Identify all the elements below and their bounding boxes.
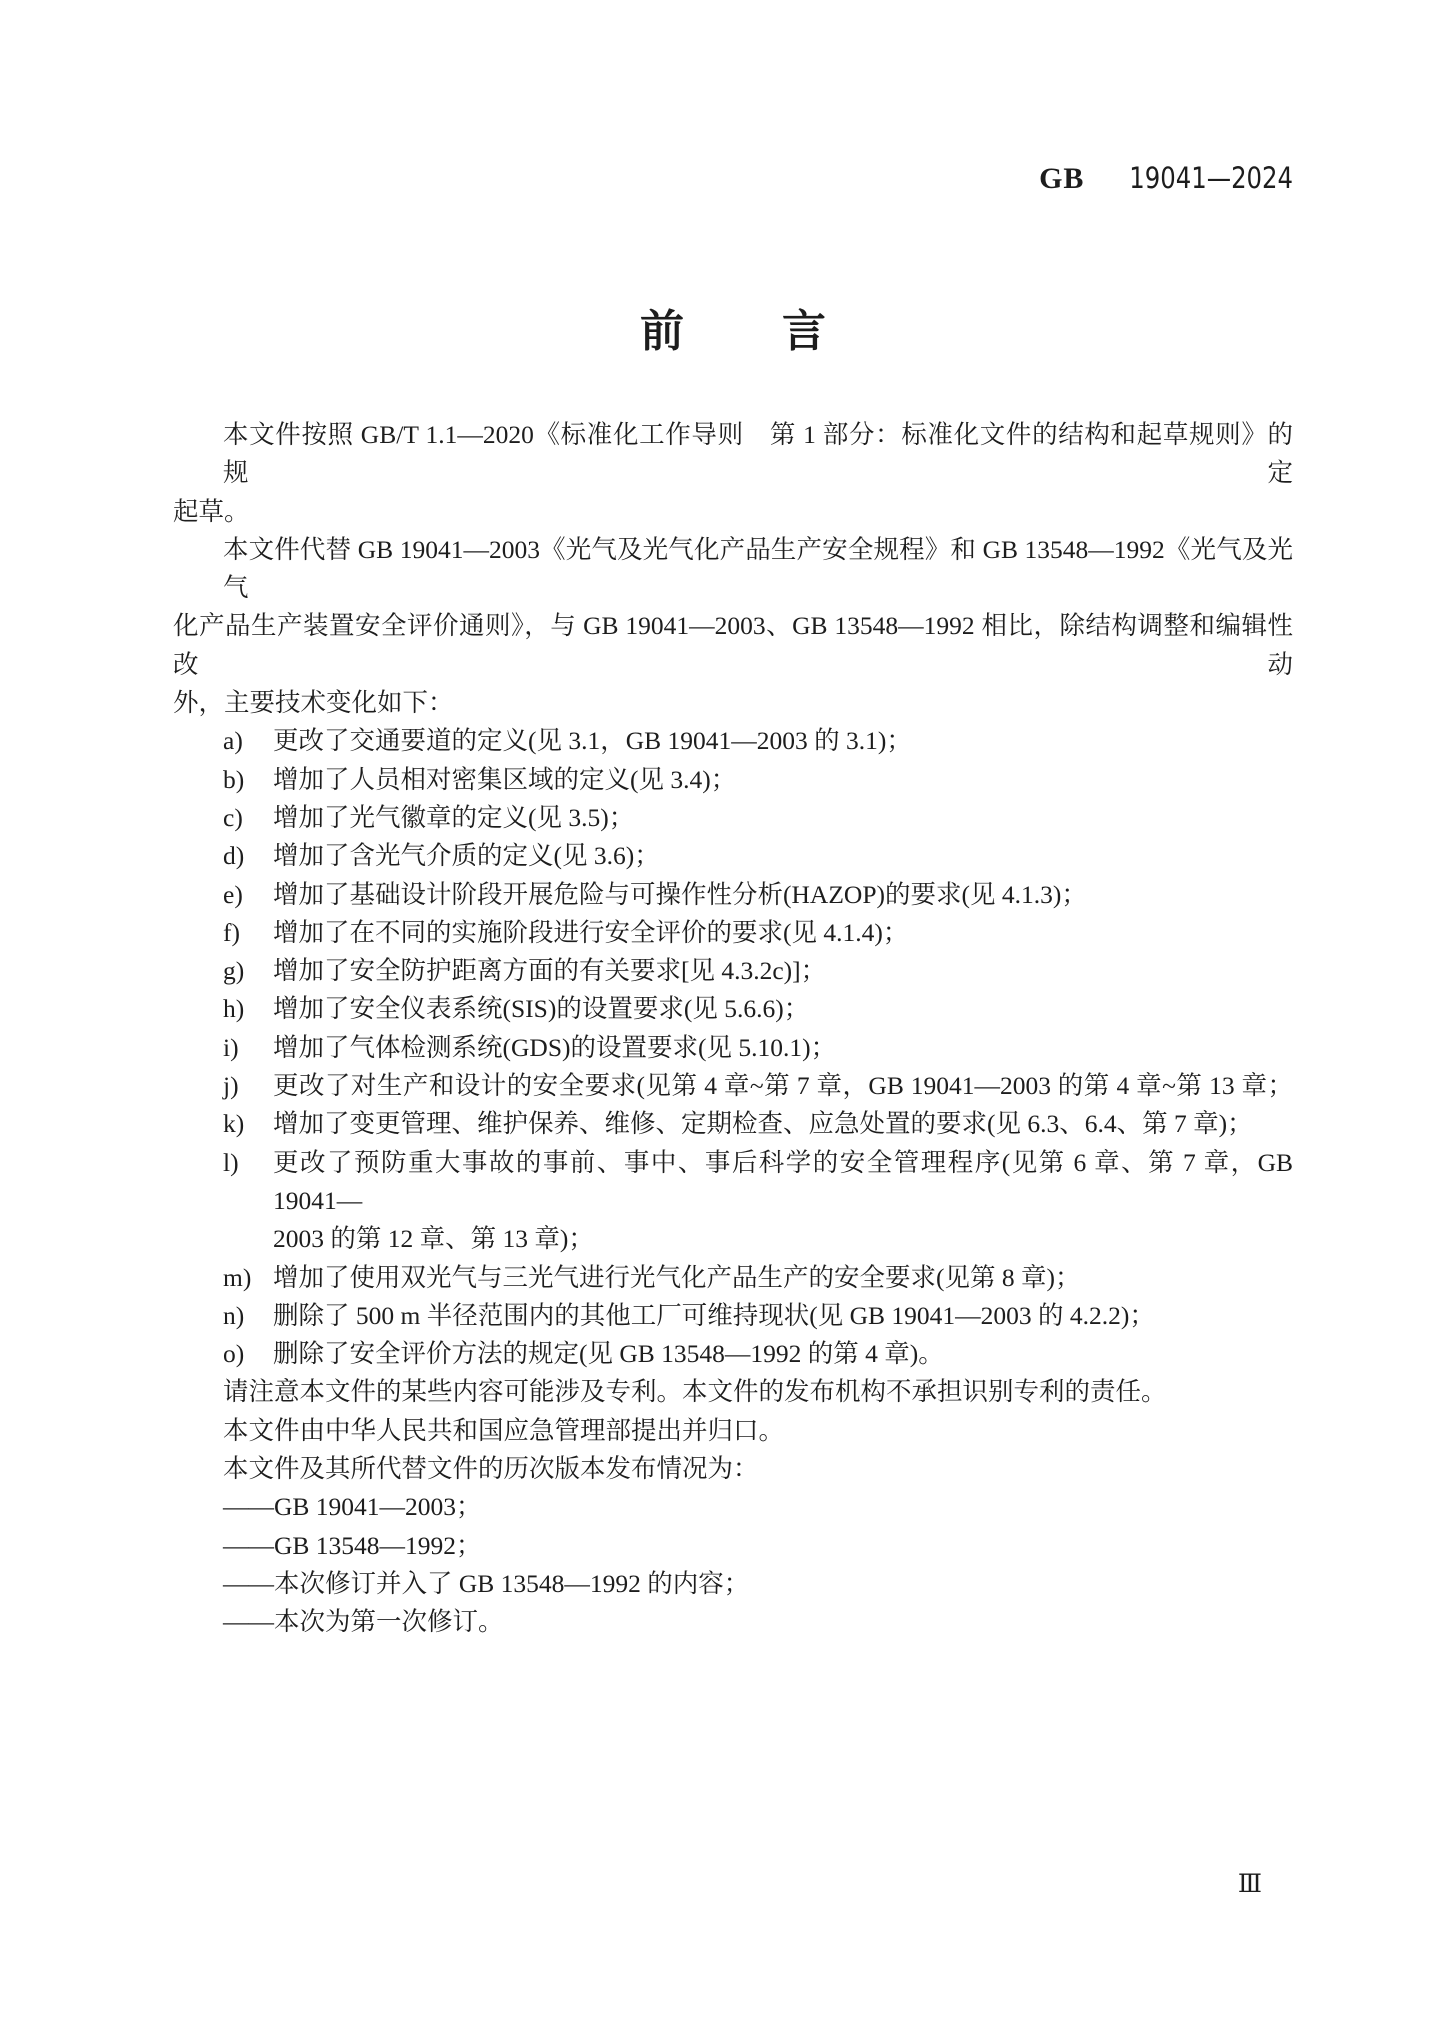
line-text: 删除了安全评价方法的规定(见 GB 13548—1992 的第 4 章)。 — [273, 1339, 944, 1369]
line-text: ——本次为第一次修订。 — [223, 1607, 504, 1637]
line-text: 更改了对生产和设计的安全要求(见第 4 章~第 7 章，GB 19041—2003 的第 4 章~第 13 章； — [273, 1071, 1293, 1101]
text-line — [173, 1450, 1293, 1488]
text-line — [173, 837, 1293, 875]
text-line — [173, 607, 1293, 684]
list-item-label: b) — [223, 764, 245, 794]
line-text: 增加了变更管理、维护保养、维修、定期检查、应急处置的要求(见 6.3、6.4、第 7 章)； — [273, 1109, 1253, 1139]
text-line — [173, 493, 1293, 531]
list-item-label: e) — [223, 879, 243, 909]
text-line — [173, 1527, 1293, 1565]
text-line — [173, 1105, 1293, 1143]
line-text: 增加了在不同的实施阶段进行安全评价的要求(见 4.1.4)； — [273, 917, 909, 947]
page-title — [173, 306, 1293, 358]
text-line — [173, 1373, 1293, 1411]
line-text: 增加了安全防护距离方面的有关要求[见 4.3.2c)]； — [273, 956, 827, 986]
line-text: 增加了使用双光气与三光气进行光气化产品生产的安全要求(见第 8 章)； — [273, 1262, 1081, 1292]
text-line — [173, 1029, 1293, 1067]
line-text: 增加了光气徽章的定义(见 3.5)； — [273, 802, 635, 832]
line-text: 本文件按照 GB/T 1.1—2020《标准化工作导则 第 1 部分：标准化文件的结构和起草规则》的规定 — [223, 420, 1293, 488]
line-text: ——GB 13548—1992； — [223, 1530, 482, 1560]
text-line — [173, 1412, 1293, 1450]
list-item-label: d) — [223, 841, 245, 871]
text-line — [173, 1220, 1293, 1258]
list-item-label: c) — [223, 802, 243, 832]
text-line — [173, 1144, 1293, 1221]
line-text: ——本次修订并入了 GB 13548—1992 的内容； — [223, 1568, 750, 1598]
text-line — [173, 1335, 1293, 1373]
line-text: 增加了安全仪表系统(SIS)的设置要求(见 5.6.6)； — [273, 994, 810, 1024]
text-line — [173, 914, 1293, 952]
standard-code-number: 19041—2024 — [1129, 161, 1293, 195]
line-text: 化产品生产装置安全评价通则》，与 GB 19041—2003、GB 13548—1992 相比，除结构调整和编辑性改动 — [173, 611, 1293, 679]
text-line — [173, 1297, 1293, 1335]
text-line — [173, 684, 1293, 722]
list-item-label: l) — [223, 1147, 239, 1177]
line-text: 增加了人员相对密集区域的定义(见 3.4)； — [273, 764, 737, 794]
line-text: 本文件代替 GB 19041—2003《光气及光气化产品生产安全规程》和 GB 13548—1992《光气及光气 — [223, 534, 1293, 603]
line-text: 更改了预防重大事故的事前、事中、事后科学的安全管理程序(见第 6 章、第 7 章，GB 19041— — [273, 1147, 1293, 1215]
list-item-label: k) — [223, 1109, 245, 1139]
line-text: 增加了含光气介质的定义(见 3.6)； — [273, 841, 660, 871]
text-line — [173, 990, 1293, 1028]
line-text: ——GB 19041—2003； — [223, 1492, 482, 1522]
text-line — [173, 1067, 1293, 1105]
standard-code — [1039, 160, 1293, 197]
list-item-label: h) — [223, 994, 245, 1024]
list-item-label: f) — [223, 917, 240, 947]
text-line — [173, 1488, 1293, 1526]
list-item-label: o) — [223, 1339, 245, 1369]
list-item-label: i) — [223, 1032, 239, 1062]
text-line — [173, 876, 1293, 914]
title-char-first: 前 — [640, 306, 684, 357]
text-line — [173, 722, 1293, 760]
text-line — [173, 1565, 1293, 1603]
line-text: 更改了交通要道的定义(见 3.1，GB 19041—2003 的 3.1)； — [273, 726, 912, 756]
text-line — [173, 531, 1293, 608]
standard-code-prefix: GB — [1039, 162, 1085, 195]
text-line — [173, 799, 1293, 837]
list-item-label: g) — [223, 956, 245, 986]
title-char-second: 言 — [782, 306, 826, 357]
line-text: 增加了基础设计阶段开展危险与可操作性分析(HAZOP)的要求(见 4.1.3)； — [273, 879, 1087, 909]
line-text: 增加了气体检测系统(GDS)的设置要求(见 5.10.1)； — [273, 1032, 837, 1062]
line-text: 本文件及其所代替文件的历次版本发布情况为： — [223, 1454, 759, 1484]
line-text: 删除了 500 m 半径范围内的其他工厂可维持现状(见 GB 19041—2003 的 4.2.2)； — [273, 1300, 1155, 1330]
list-item-label: m) — [223, 1262, 252, 1292]
list-item-label: j) — [223, 1071, 239, 1101]
line-text: 外，主要技术变化如下： — [173, 688, 454, 718]
line-text: 本文件由中华人民共和国应急管理部提出并归口。 — [223, 1415, 785, 1445]
text-line — [173, 761, 1293, 799]
line-text: 请注意本文件的某些内容可能涉及专利。本文件的发布机构不承担识别专利的责任。 — [223, 1377, 1167, 1407]
line-text: 2003 的第 12 章、第 13 章)； — [273, 1224, 594, 1254]
text-line — [173, 1259, 1293, 1297]
text-line — [173, 416, 1293, 493]
line-text: 起草。 — [173, 496, 250, 526]
text-line — [173, 952, 1293, 990]
page-number: Ⅲ — [1237, 1871, 1262, 1898]
list-item-label: n) — [223, 1300, 245, 1330]
list-item-label: a) — [223, 726, 243, 756]
foreword-body — [173, 416, 1293, 1642]
text-line — [173, 1603, 1293, 1641]
